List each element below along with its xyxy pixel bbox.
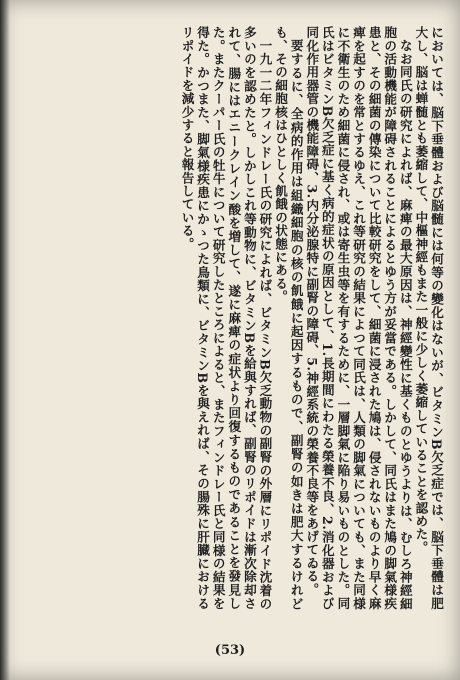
paragraph: 要するに、全病的作用は組織細胞の核の飢餓に起因するもので、副腎の如きは肥大するけれども、その細胞核はひとしく飢餓の状態にある。 (273, 26, 304, 610)
paragraph: なお同氏の研究によれば、麻痺の最大原因は、神經變性に基くものとゆうよりは、むしろ神經細胞の活動機能が障碍されることによるとゆう方が妥當である。しかして、同氏はまた鳩の脚氣様疾患と、その細菌の傳染について比較研究をして、細菌に浸された鳩は、侵されないものより早く麻痺を起すのを常とするゆえ、これ等研究の結果によつて同氏は、人類の脚氣についても、また同様に不衛生のため細菌に侵され、或は寄生虫等を有するために、一層脚氣に陥り易いものとした。同氏はビタミンB欠乏症に基く病的症状の原因として、1.長期間にわたる榮養不良、2.消化器および同化作用器管の機能障碍、3.内分泌腺特に副腎の障碍、5.神經系統の榮養不良等をあげてゐる。 (304, 26, 413, 610)
page-number: (53) (214, 643, 246, 658)
page-spine-shadow (0, 0, 10, 680)
body-text (39, 26, 444, 610)
paragraph: 一九一二年フィンドレー氏の研究によれば、ビタミンB欠乏動物の副腎の外層にリポイド沈着の多いのを認めたと。しかしこれ等動物に、ビタミンBを給與すれば、副腎のリポイドは漸次除却されて、腸にはエニークレイン酸を増して、遂に麻痺の症状より回復するものであることを發見した。またクーパー氏の牡牛について研究したところによると、またフィンドレー氏と同様の結果を得た。かつまた、脚氣様疾患にかゝつた鳥類に、ビタミンBを與えれば、その腸殊に肝臓におけるリポイドを減少すると報告している。 (179, 26, 273, 610)
paragraph: においては、脳下垂體および脳髄には何等の變化はないが、ビタミンB欠乏症では、脳下垂體は肥大し、脳は蝉髄とも萎縮して、中樞神經もまた一般に少しく萎縮していることを認めた。 (413, 26, 444, 610)
